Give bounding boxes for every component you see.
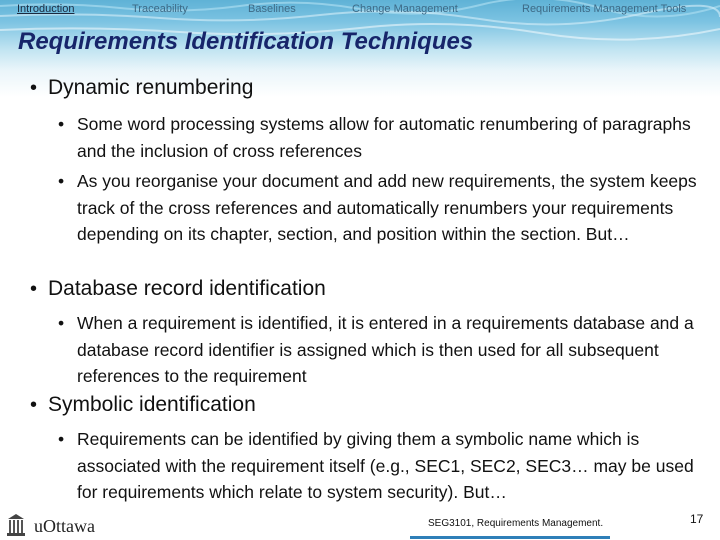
sub-bullet-text: Some word processing systems allow for automatic renumbering of paragraphs and the inclusion of cross references [77, 114, 691, 161]
course-label: SEG3101, Requirements Management. [428, 518, 604, 529]
sub-bullet-text: When a requirement is identified, it is entered in a requirements database and a database record identifier is assigned which is then used for all subsequent references to the requirement [77, 313, 694, 386]
bullet-database-record-identification [30, 277, 326, 301]
footer-accent-rule [410, 536, 610, 539]
top-navigation [0, 0, 720, 20]
slide-footer [0, 508, 720, 540]
nav-baselines[interactable]: Baselines [248, 3, 296, 15]
nav-introduction[interactable]: Introduction [17, 3, 75, 15]
nav-traceability[interactable]: Traceability [132, 3, 188, 15]
bullet-text: Database record identification [48, 277, 326, 300]
nav-requirements-management-tools[interactable]: Requirements Management Tools [522, 3, 687, 15]
building-icon [6, 513, 26, 537]
sub-bullet-text: Requirements can be identified by giving them a symbolic name which is associated with the requirement itself (e.g., SEC1, SEC2, SEC3… may be used for requirements which relate to system security). But… [77, 429, 694, 502]
sub-bullet-marker: • [58, 313, 65, 333]
bullet-text: Dynamic renumbering [48, 76, 254, 99]
bullet-marker: • [30, 77, 38, 99]
sub-bullet [58, 310, 708, 390]
sub-bullet-marker: • [58, 429, 65, 449]
bullet-marker: • [30, 394, 38, 416]
slide-title: Requirements Identification Techniques [18, 28, 474, 55]
sub-bullet-marker: • [58, 114, 65, 134]
bullet-marker: • [30, 278, 38, 300]
bullet-text: Symbolic identification [48, 393, 256, 416]
sub-bullet [58, 426, 708, 506]
university-logo [6, 512, 94, 538]
nav-change-management[interactable]: Change Management [352, 3, 458, 15]
bullet-symbolic-identification [30, 393, 256, 417]
sub-bullet-text: As you reorganise your document and add new requirements, the system keeps track of the cross references and automatically renumbers your requirements depending on its chapter, section, and position within the section. But… [77, 171, 697, 244]
sub-bullet [58, 168, 708, 248]
sub-bullet-marker: • [58, 171, 65, 191]
page-number: 17 [690, 512, 704, 526]
sub-bullet [58, 111, 708, 164]
logo-text: uOttawa [34, 516, 95, 536]
bullet-dynamic-renumbering [30, 76, 253, 100]
